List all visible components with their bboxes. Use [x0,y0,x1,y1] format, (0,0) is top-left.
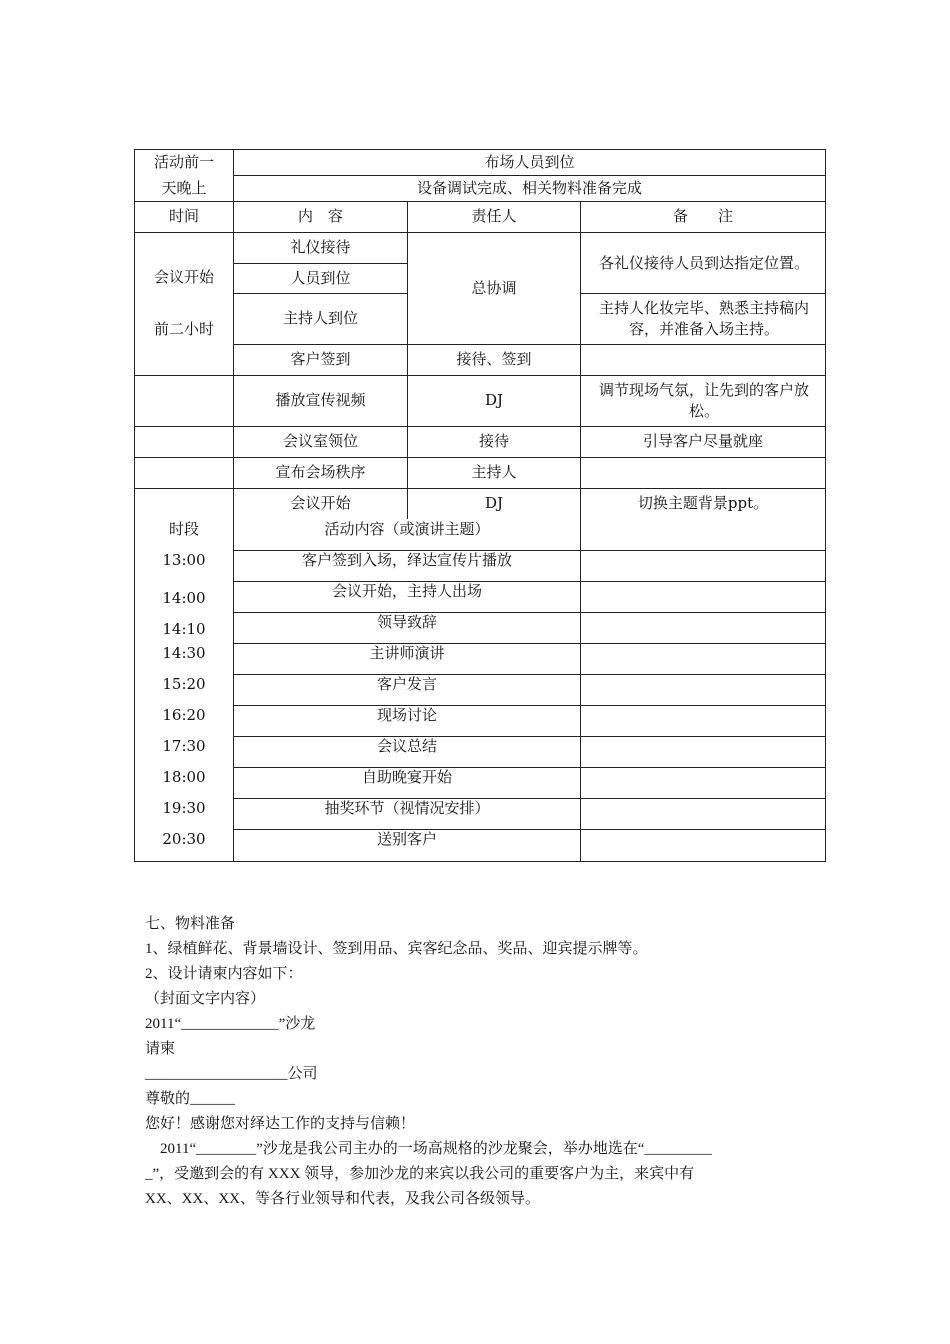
agenda-content: 会议开始，主持人出场 [331,581,482,600]
paragraph-line: XX、XX、XX、等各行业领导和代表，及我公司各级领导。 [145,1191,540,1207]
row-content: 主持人到位 [282,309,358,327]
pre-time-line2: 天晚上 [161,178,207,197]
text-line: 1、绿植鲜花、背景墙设计、签到用品、宾客纪念品、奖品、迎宾提示牌等。 [145,941,648,957]
text-line: 2011“_____________”沙龙 [145,1016,316,1032]
agenda-content: 领导致辞 [376,612,437,631]
agenda-time: 20:30 [162,829,206,848]
agenda-content: 现场讨论 [376,705,437,724]
agenda-time: 16:20 [162,705,206,724]
text-line: 请柬 [145,1041,176,1057]
group-time-line1: 会议开始 [153,267,214,286]
group-time-line2: 前二小时 [153,319,214,338]
row-owner: 接待、签到 [456,350,532,368]
text-line: 2、设计请柬内容如下： [145,966,303,982]
paragraph-line: 2011“________”沙龙是我公司主办的一场高规格的沙龙聚会，举办地选在“_________ [145,1141,712,1157]
text-line: 您好！感谢您对绎达工作的支持与信赖！ [145,1116,416,1132]
text-line: ___________________公司 [145,1066,318,1082]
row-content: 播放宣传视频 [275,391,366,409]
agenda-time: 13:00 [162,550,206,569]
merged-owner: 总协调 [471,278,517,297]
agenda-time: 14:00 [162,588,206,607]
agenda-content: 自助晚宴开始 [361,767,452,786]
row-owner: DJ [484,391,504,409]
agenda-content: 抽奖环节（视情况安排） [324,798,490,817]
header-time: 时间 [168,207,199,225]
text-line: （封面文字内容） [145,991,266,1007]
agenda-content: 主讲师演讲 [369,643,445,662]
header-note: 备 注 [672,207,733,225]
agenda-time: 17:30 [162,736,206,755]
row-note: 引导客户尽量就座 [642,432,763,450]
row-content: 礼仪接待 [290,238,351,256]
table-rule [580,293,826,294]
paragraph-line: _”，受邀到会的有 XXX 领导，参加沙龙的来宾以我公司的重要客户为主，来宾中有 [145,1166,695,1182]
agenda-time: 19:30 [162,798,206,817]
row-content: 人员到位 [290,268,351,287]
row-owner: 主持人 [471,463,517,481]
section-heading: 七、物料准备 [145,916,236,932]
row-note: 各礼仪接待人员到达指定位置。 [598,253,809,272]
agenda-time: 14:10 [162,619,206,638]
text-line: 尊敬的______ [145,1091,236,1107]
pre-item-equipment: 设备调试完成、相关物料准备完成 [416,178,642,197]
agenda-time: 14:30 [162,643,206,662]
row-content: 会议室领位 [282,432,358,450]
header-content: 内 容 [297,207,343,225]
row-content: 客户签到 [290,350,351,368]
row-content: 宣布会场秩序 [275,463,366,481]
agenda-content: 送别客户 [376,829,437,848]
agenda-content: 客户发言 [376,674,437,693]
row-content: 会议开始 [290,494,351,512]
row-note: 调节现场气氛，让先到的客户放松。 [598,381,809,420]
agenda-header-time: 时段 [168,519,199,538]
row-note: 主持人化妆完毕、熟悉主持稿内容，并准备入场主持。 [598,299,809,338]
row-owner: DJ [484,494,504,512]
agenda-content: 会议总结 [376,736,437,755]
table-rule [134,861,826,862]
row-owner: 接待 [478,432,509,450]
pre-item-staff: 布场人员到位 [484,152,575,171]
pre-time-line1: 活动前一 [153,152,214,171]
agenda-content: 客户签到入场，绎达宣传片播放 [301,550,512,569]
agenda-time: 15:20 [162,674,206,693]
agenda-time: 18:00 [162,767,206,786]
row-note: 切换主题背景ppt。 [637,494,769,512]
agenda-header-content: 活动内容（或演讲主题） [324,519,490,538]
header-owner: 责任人 [471,207,517,225]
